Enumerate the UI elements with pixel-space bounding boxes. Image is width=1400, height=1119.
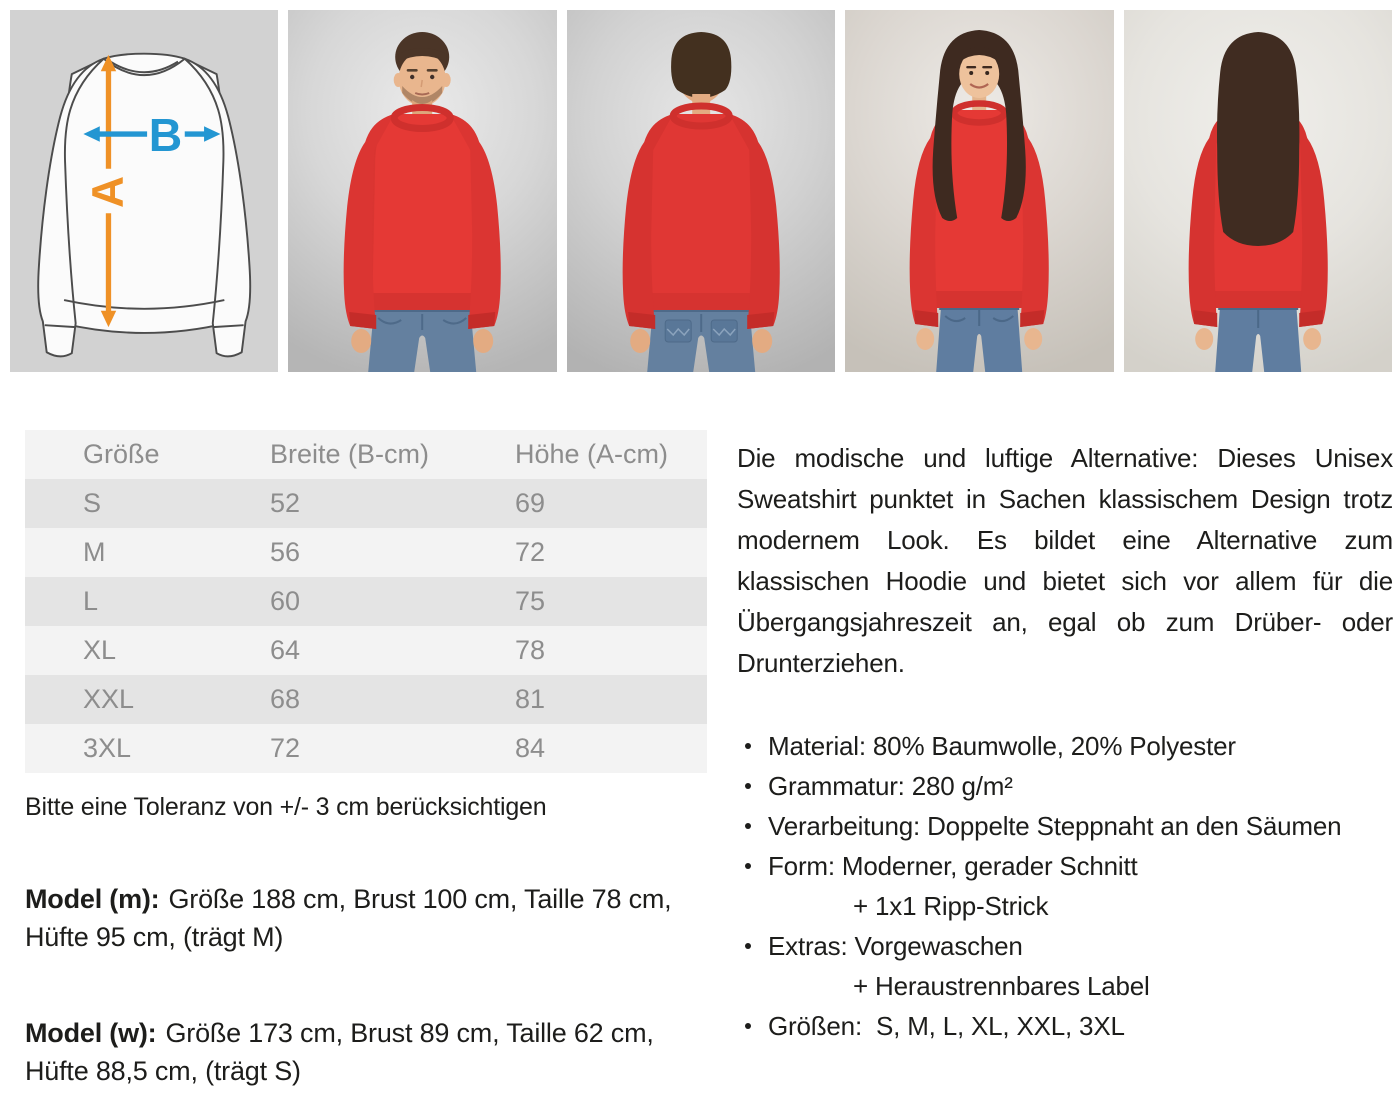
- tolerance-note: Bitte eine Toleranz von +/- 3 cm berücksichtigen: [25, 793, 547, 821]
- male-model-measurements: [25, 880, 697, 956]
- feature-grammatur: Grammatur: 280 g/m²: [737, 766, 1395, 806]
- male-model-details: Größe 188 cm, Brust 100 cm, Taille 78 cm, Hüfte 95 cm, (trägt M): [25, 884, 672, 952]
- product-gallery: [10, 10, 1392, 372]
- feature-extras: Extras: Vorgewaschen: [737, 926, 1395, 966]
- female-model-label: Model (w):: [25, 1018, 157, 1048]
- gallery-image-size-diagram[interactable]: [10, 10, 278, 372]
- right-hand: [474, 329, 494, 353]
- feature-verarbeitung: Verarbeitung: Doppelte Steppnaht an den Säumen: [737, 806, 1395, 846]
- sweatshirt-hem: [639, 293, 763, 310]
- description-column: [737, 430, 1395, 1046]
- feature-groessen: Größen: S, M, L, XL, XXL, 3XL: [737, 1006, 1395, 1046]
- right-hand: [1303, 328, 1321, 350]
- male-model-label: Model (m):: [25, 884, 160, 914]
- size-row-s: S 52 69: [25, 479, 707, 528]
- width-label: B: [148, 109, 183, 162]
- sweatshirt-outline: [38, 54, 250, 357]
- column-header-height: Höhe (A-cm): [515, 439, 669, 469]
- feature-list: [737, 726, 1395, 1046]
- right-hand: [1024, 328, 1042, 350]
- feature-material: Material: 80% Baumwolle, 20% Polyester: [737, 726, 1395, 766]
- male-model-front-illustration: [288, 10, 556, 372]
- sweatshirt-hem: [1208, 291, 1308, 308]
- sweatshirt-hem: [361, 293, 485, 310]
- male-model-back-illustration: [567, 10, 835, 372]
- product-info: [25, 430, 1400, 1090]
- gallery-image-female-front[interactable]: [845, 10, 1113, 372]
- column-header-width: Breite (B-cm): [270, 439, 430, 469]
- female-model-front-illustration: [845, 10, 1113, 372]
- size-info-column: [25, 430, 707, 1090]
- column-header-size: Größe: [83, 439, 160, 469]
- size-row-xxl: XXL 68 81: [25, 675, 707, 724]
- hair: [671, 32, 731, 98]
- size-diagram-illustration: [10, 10, 278, 372]
- size-row-3xl: 3XL 72 84: [25, 724, 707, 773]
- right-hand: [752, 329, 772, 353]
- left-hand: [352, 329, 372, 353]
- size-table-header-row: [25, 430, 707, 479]
- size-row-l: L 60 75: [25, 577, 707, 626]
- height-label: A: [83, 175, 133, 209]
- female-model-back-illustration: [1124, 10, 1392, 372]
- product-description: Die modische und luftige Alternative: Dieses Unisex Sweatshirt punktet in Sachen klassischem Design trotz modernem Look. Es bildet eine Alternative zum klassischen Hoodie und bietet sich vor allem für die Übergangsjahreszeit an, egal ob zum Drüber- oder Drunterziehen.: [737, 443, 1393, 678]
- left-hand: [916, 328, 934, 350]
- size-row-xl: XL 64 78: [25, 626, 707, 675]
- female-model-measurements: [25, 1014, 697, 1090]
- size-row-m: M 56 72: [25, 528, 707, 577]
- gallery-image-male-front[interactable]: [288, 10, 556, 372]
- feature-form: Form: Moderner, gerader Schnitt: [737, 846, 1395, 886]
- feature-extras-extra: + Heraustrennbares Label: [853, 971, 1150, 1001]
- left-hand: [630, 329, 650, 353]
- left-hand: [1195, 328, 1213, 350]
- sweatshirt-hem: [929, 291, 1029, 308]
- gallery-image-male-back[interactable]: [567, 10, 835, 372]
- hair: [1217, 32, 1299, 246]
- feature-form-extra: + 1x1 Ripp-Strick: [853, 891, 1049, 921]
- female-model-details: Größe 173 cm, Brust 89 cm, Taille 62 cm, Hüfte 88,5 cm, (trägt S): [25, 1018, 654, 1086]
- gallery-image-female-back[interactable]: [1124, 10, 1392, 372]
- size-table: [25, 430, 707, 773]
- sweatshirt-body: [361, 114, 485, 310]
- sweatshirt-body: [639, 114, 763, 310]
